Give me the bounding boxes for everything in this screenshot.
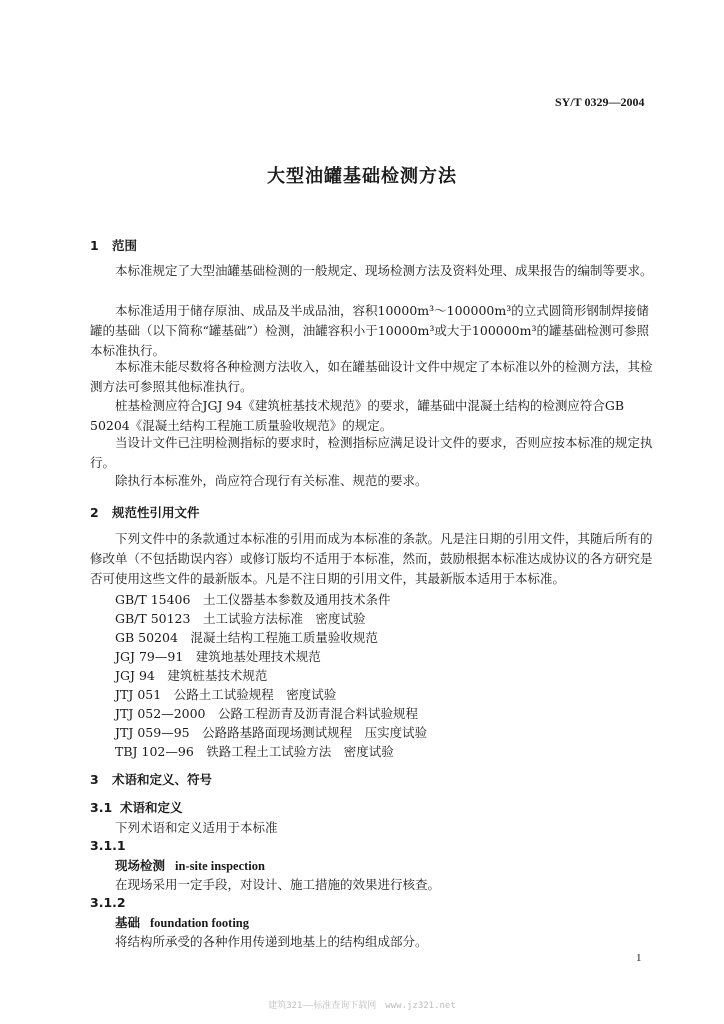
reference-item: JGJ 79—91 建筑地基处理技术规范 <box>115 649 321 664</box>
reference-item: GB/T 15406 土工仪器基本参数及通用技术条件 <box>115 592 391 607</box>
definition: 在现场采用一定手段，对设计、施工措施的效果进行核查。 <box>115 877 441 892</box>
section-number: 3 <box>90 772 99 787</box>
paragraph: 除执行本标准外，尚应符合现行有关标准、规范的要求。 <box>115 473 428 488</box>
page-title: 大型油罐基础检测方法 <box>267 166 457 187</box>
subsection-number: 3.1 <box>90 800 113 815</box>
standard-code: SY/T 0329—2004 <box>555 95 645 109</box>
paragraph: 本标准适用于储存原油、成品及半成品油，容积10000m³～100000m³的立式圆筒形钢制焊接储罐的基础（以下简称“罐基础”）检测，油罐容积小于10000m³或大于100000m³的罐基础检测可参照本标准执行。 <box>90 303 649 358</box>
section-1-heading <box>90 236 137 254</box>
paragraph: 桩基检测应符合JGJ 94《建筑桩基技术规范》的要求，罐基础中混凝土结构的检测应符合GB 50204《混凝土结构工程施工质量验收规范》的规定。 <box>90 398 625 433</box>
subsection-3-1-2-number: 3.1.2 <box>90 895 126 910</box>
subsection-3-1-heading <box>90 798 183 816</box>
reference-item: GB 50204 混凝土结构工程施工质量验收规范 <box>115 630 378 645</box>
paragraph: 下列术语和定义适用于本标准 <box>115 820 278 835</box>
term-3-1-1 <box>115 856 265 874</box>
section-number: 2 <box>90 505 99 520</box>
reference-item: JGJ 94 建筑桩基技术规范 <box>115 668 268 683</box>
section-title: 规范性引用文件 <box>112 505 200 520</box>
reference-item: TBJ 102—96 铁路工程土工试验方法 密度试验 <box>115 744 394 759</box>
term-cn: 现场检测 <box>115 858 166 873</box>
paragraph: 本标准未能尽数将各种检测方法收入，如在罐基础设计文件中规定了本标准以外的检测方法，其检测方法可参照其他标准执行。 <box>90 359 653 394</box>
section-3-heading <box>90 770 212 788</box>
paragraph: 本标准规定了大型油罐基础检测的一般规定、现场检测方法及资料处理、成果报告的编制等要求。 <box>115 263 653 278</box>
reference-item: JTJ 051 公路土工试验规程 密度试验 <box>115 687 337 702</box>
reference-item: JTJ 059—95 公路路基路面现场测试规程 压实度试验 <box>115 725 428 740</box>
term-3-1-2 <box>115 913 249 931</box>
definition: 将结构所承受的各种作用传递到地基上的结构组成部分。 <box>115 934 428 949</box>
section-title: 术语和定义、符号 <box>112 772 213 787</box>
reference-item: GB/T 50123 土工试验方法标准 密度试验 <box>115 611 366 626</box>
page-number: 1 <box>636 952 642 964</box>
section-title: 范围 <box>112 238 138 253</box>
reference-item: JTJ 052—2000 公路工程沥青及沥青混合料试验规程 <box>115 706 419 721</box>
term-en: in-site inspection <box>175 859 265 873</box>
term-cn: 基础 <box>115 915 141 930</box>
paragraph: 当设计文件已注明检测指标的要求时，检测指标应满足设计文件的要求，否则应按本标准的规定执行。 <box>90 435 653 470</box>
term-en: foundation footing <box>150 916 249 930</box>
subsection-title: 术语和定义 <box>120 800 183 815</box>
section-2-heading <box>90 503 200 521</box>
footer-watermark: 建筑321——标准查询下载网 www.jz321.net <box>268 1001 456 1011</box>
subsection-3-1-1-number: 3.1.1 <box>90 838 126 853</box>
paragraph: 下列文件中的条款通过本标准的引用而成为本标准的条款。凡是注日期的引用文件，其随后所有的修改单（不包括勘误内容）或修订版均不适用于本标准，然而，鼓励根据本标准达成协议的各方研究是否可使用这些文件的最新版本。凡是不注日期的引用文件，其最新版本适用于本标准。 <box>90 531 653 586</box>
section-number: 1 <box>90 238 99 253</box>
